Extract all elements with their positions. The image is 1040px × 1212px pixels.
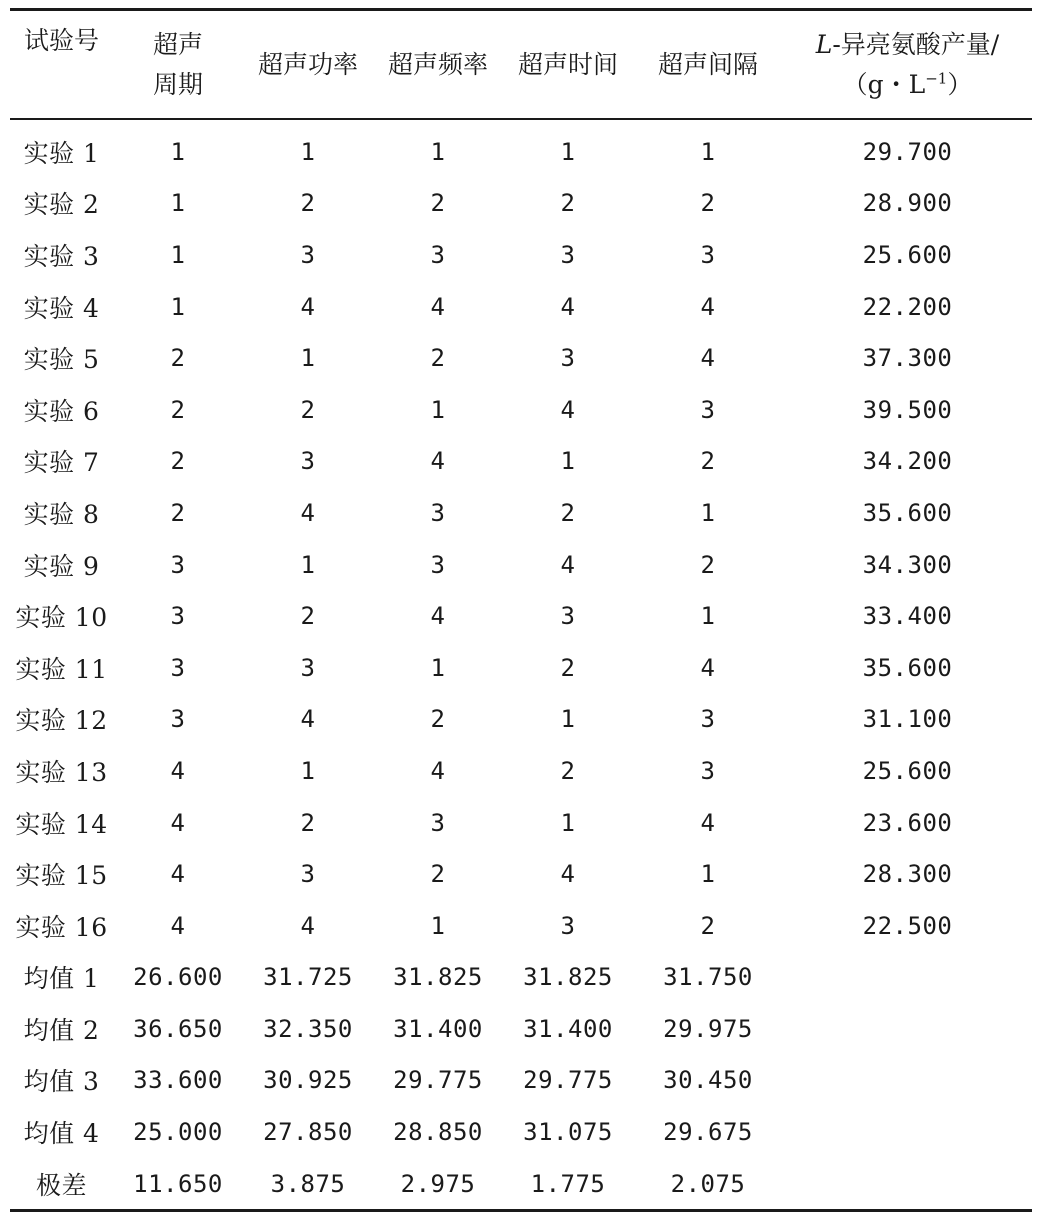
table-cell: 37.300 bbox=[862, 344, 953, 373]
row-label-cell: 极差 bbox=[35, 1170, 87, 1200]
table-row bbox=[10, 281, 1032, 333]
table-cell bbox=[783, 1003, 1032, 1055]
table-row bbox=[10, 178, 1032, 230]
table-row bbox=[10, 229, 1032, 281]
table-cell: 2 bbox=[430, 705, 446, 734]
table-cell: 2 bbox=[560, 189, 576, 218]
table-cell: 2 bbox=[430, 189, 446, 218]
row-label-cell: 实验 6 bbox=[23, 396, 100, 426]
header-isoleucine-yield: L-异亮氨酸产量/ （g・$L^{-1}$） bbox=[815, 29, 1000, 99]
table-cell: 1 bbox=[560, 447, 576, 476]
table-cell: 1 bbox=[430, 911, 446, 940]
table-cell: 1 bbox=[560, 705, 576, 734]
table-cell: 4 bbox=[300, 292, 316, 321]
table-cell: 36.650 bbox=[133, 1014, 223, 1043]
row-label-cell: 实验 9 bbox=[23, 551, 100, 581]
row-label-cell: 实验 16 bbox=[15, 912, 108, 942]
table-cell: 4 bbox=[300, 498, 316, 527]
table-row bbox=[10, 745, 1032, 797]
table-cell: 2 bbox=[700, 447, 716, 476]
table-cell: 30.450 bbox=[663, 1066, 753, 1095]
table-cell: 1 bbox=[300, 756, 316, 785]
table-cell: 1 bbox=[300, 344, 316, 373]
table-cell: 2 bbox=[700, 911, 716, 940]
table-row bbox=[10, 1106, 1032, 1158]
table-cell: 31.400 bbox=[393, 1014, 483, 1043]
table-cell: 2 bbox=[700, 550, 716, 579]
table-cell: 2 bbox=[300, 395, 316, 424]
table-cell: 4 bbox=[300, 911, 316, 940]
table-cell: 28.300 bbox=[862, 860, 953, 889]
row-label-cell: 实验 2 bbox=[23, 190, 100, 220]
table-cell: 4 bbox=[430, 292, 446, 321]
row-label-cell: 实验 3 bbox=[23, 241, 100, 271]
table-cell: 2 bbox=[430, 344, 446, 373]
table-cell: 1 bbox=[170, 189, 186, 218]
table-row bbox=[10, 642, 1032, 694]
row-label-cell: 实验 11 bbox=[15, 654, 108, 684]
table-cell: 3 bbox=[300, 860, 316, 889]
table-cell: 29.975 bbox=[663, 1014, 753, 1043]
table-body bbox=[10, 119, 1032, 1211]
table-cell: 4 bbox=[170, 911, 186, 940]
table-cell: 4 bbox=[430, 447, 446, 476]
table-cell: 3 bbox=[560, 344, 576, 373]
table-cell: 33.600 bbox=[133, 1066, 223, 1095]
table-row bbox=[10, 900, 1032, 952]
table-cell: 1 bbox=[300, 550, 316, 579]
header-row bbox=[10, 10, 1032, 120]
table-cell: 4 bbox=[700, 808, 716, 837]
table-cell: 2 bbox=[700, 189, 716, 218]
table-cell: 2 bbox=[430, 860, 446, 889]
table-cell bbox=[783, 1106, 1032, 1158]
table-cell: 23.600 bbox=[862, 808, 953, 837]
table-row bbox=[10, 384, 1032, 436]
table-cell: 4 bbox=[170, 808, 186, 837]
table-row bbox=[10, 590, 1032, 642]
table-cell: 22.500 bbox=[862, 911, 953, 940]
table-cell: 2 bbox=[170, 498, 186, 527]
table-row bbox=[10, 487, 1032, 539]
table-cell: 4 bbox=[430, 602, 446, 631]
table-row bbox=[10, 436, 1032, 488]
table-row bbox=[10, 332, 1032, 384]
table-cell: 2 bbox=[170, 344, 186, 373]
table-cell: 4 bbox=[560, 860, 576, 889]
table-cell: 4 bbox=[700, 653, 716, 682]
row-label-cell: 实验 1 bbox=[23, 138, 100, 168]
row-label-cell: 实验 4 bbox=[23, 293, 100, 323]
table-cell: 3 bbox=[700, 756, 716, 785]
table-cell: 2.975 bbox=[400, 1169, 476, 1198]
table-cell: 28.850 bbox=[393, 1118, 483, 1147]
table-cell: 3 bbox=[300, 447, 316, 476]
table-cell: 4 bbox=[300, 705, 316, 734]
table-cell: 32.350 bbox=[263, 1014, 353, 1043]
header-ultrasound-cycle: 超声 周期 bbox=[152, 29, 203, 99]
table-cell: 1 bbox=[170, 137, 186, 166]
orthogonal-experiment-table bbox=[10, 8, 1032, 1212]
table-row bbox=[10, 1055, 1032, 1107]
table-cell: 1 bbox=[170, 292, 186, 321]
table-cell: 33.400 bbox=[862, 602, 953, 631]
table-row bbox=[10, 1158, 1032, 1211]
table-cell: 2.075 bbox=[670, 1169, 746, 1198]
table-cell: 3 bbox=[430, 240, 446, 269]
table-cell: 29.775 bbox=[393, 1066, 483, 1095]
table-cell: 4 bbox=[560, 550, 576, 579]
row-label-cell: 实验 5 bbox=[23, 345, 100, 375]
table-cell: 3 bbox=[430, 808, 446, 837]
table-cell: 29.775 bbox=[523, 1066, 613, 1095]
table-row bbox=[10, 848, 1032, 900]
table-cell: 3 bbox=[560, 911, 576, 940]
table-cell: 1 bbox=[700, 602, 716, 631]
table-cell: 2 bbox=[300, 189, 316, 218]
row-label-cell: 实验 10 bbox=[15, 603, 108, 633]
table-cell: 2 bbox=[560, 498, 576, 527]
table-cell: 1 bbox=[560, 808, 576, 837]
table-cell: 4 bbox=[170, 860, 186, 889]
table-cell: 1 bbox=[700, 498, 716, 527]
table-cell: 27.850 bbox=[263, 1118, 353, 1147]
header-ultrasound-power: 超声功率 bbox=[257, 49, 358, 79]
table-row bbox=[10, 1003, 1032, 1055]
table-cell: 4 bbox=[430, 756, 446, 785]
table-cell: 3 bbox=[170, 550, 186, 579]
table-cell: 1 bbox=[300, 137, 316, 166]
table-cell: 31.075 bbox=[523, 1118, 613, 1147]
table-cell: 31.750 bbox=[663, 963, 753, 992]
table-cell: 25.000 bbox=[133, 1118, 223, 1147]
row-label-cell: 实验 13 bbox=[15, 757, 108, 787]
table-cell: 4 bbox=[700, 292, 716, 321]
table-cell bbox=[783, 1158, 1032, 1211]
row-label-cell: 实验 14 bbox=[15, 809, 108, 839]
row-label-cell: 均值 3 bbox=[23, 1067, 100, 1097]
table-cell: 1 bbox=[700, 860, 716, 889]
table-cell: 2 bbox=[560, 756, 576, 785]
table-cell bbox=[783, 1055, 1032, 1107]
table-cell bbox=[783, 952, 1032, 1004]
table-cell: 30.925 bbox=[263, 1066, 353, 1095]
table-cell: 29.700 bbox=[862, 137, 953, 166]
table-cell: 34.200 bbox=[862, 447, 953, 476]
table-cell: 31.825 bbox=[393, 963, 483, 992]
table-cell: 1.775 bbox=[530, 1169, 606, 1198]
row-label-cell: 均值 4 bbox=[23, 1119, 100, 1149]
table-row bbox=[10, 797, 1032, 849]
table-cell: 3 bbox=[700, 705, 716, 734]
row-label-cell: 均值 1 bbox=[23, 964, 100, 994]
table-cell: 2 bbox=[300, 602, 316, 631]
table-cell: 28.900 bbox=[862, 189, 953, 218]
table-cell: 3 bbox=[560, 602, 576, 631]
table-cell: 3 bbox=[560, 240, 576, 269]
table-cell: 35.600 bbox=[862, 653, 953, 682]
table-row bbox=[10, 694, 1032, 746]
table-cell: 2 bbox=[170, 395, 186, 424]
table-cell: 4 bbox=[700, 344, 716, 373]
table-cell: 3.875 bbox=[270, 1169, 346, 1198]
row-label-cell: 实验 8 bbox=[23, 499, 100, 529]
table-cell: 1 bbox=[700, 137, 716, 166]
table-cell: 3 bbox=[700, 395, 716, 424]
table-cell: 29.675 bbox=[663, 1118, 753, 1147]
table-cell: 31.725 bbox=[263, 963, 353, 992]
table-cell: 3 bbox=[300, 240, 316, 269]
table-cell: 31.400 bbox=[523, 1014, 613, 1043]
header-ultrasound-interval: 超声间隔 bbox=[657, 49, 758, 79]
table-row bbox=[10, 119, 1032, 178]
table-cell: 31.100 bbox=[862, 705, 953, 734]
header-trial-number: 试验号 bbox=[23, 26, 99, 55]
header-ultrasound-frequency: 超声频率 bbox=[387, 49, 488, 79]
table-cell: 1 bbox=[430, 137, 446, 166]
table-cell: 2 bbox=[300, 808, 316, 837]
table-cell: 25.600 bbox=[862, 240, 953, 269]
table-cell: 26.600 bbox=[133, 963, 223, 992]
table-cell: 1 bbox=[430, 395, 446, 424]
header-ultrasound-time: 超声时间 bbox=[517, 49, 618, 79]
table-cell: 4 bbox=[560, 395, 576, 424]
row-label-cell: 实验 7 bbox=[23, 448, 100, 478]
table-cell: 4 bbox=[560, 292, 576, 321]
table-cell: 35.600 bbox=[862, 498, 953, 527]
row-label-cell: 均值 2 bbox=[23, 1015, 100, 1045]
table-cell: 4 bbox=[170, 756, 186, 785]
table-header bbox=[10, 10, 1032, 120]
table-cell: 31.825 bbox=[523, 963, 613, 992]
table-cell: 39.500 bbox=[862, 395, 953, 424]
table-cell: 3 bbox=[700, 240, 716, 269]
table-cell: 3 bbox=[300, 653, 316, 682]
table-cell: 1 bbox=[430, 653, 446, 682]
table-cell: 2 bbox=[170, 447, 186, 476]
table-cell: 11.650 bbox=[133, 1169, 223, 1198]
table-cell: 2 bbox=[560, 653, 576, 682]
table-cell: 3 bbox=[170, 705, 186, 734]
table-cell: 1 bbox=[560, 137, 576, 166]
table-cell: 3 bbox=[430, 550, 446, 579]
row-label-cell: 实验 12 bbox=[15, 706, 108, 736]
row-label-cell: 实验 15 bbox=[15, 861, 108, 891]
table-row bbox=[10, 952, 1032, 1004]
table-cell: 22.200 bbox=[862, 292, 953, 321]
table-cell: 3 bbox=[430, 498, 446, 527]
table-cell: 34.300 bbox=[862, 550, 953, 579]
table-cell: 3 bbox=[170, 653, 186, 682]
table-row bbox=[10, 539, 1032, 591]
table-cell: 1 bbox=[170, 240, 186, 269]
table-cell: 3 bbox=[170, 602, 186, 631]
table-cell: 25.600 bbox=[862, 756, 953, 785]
